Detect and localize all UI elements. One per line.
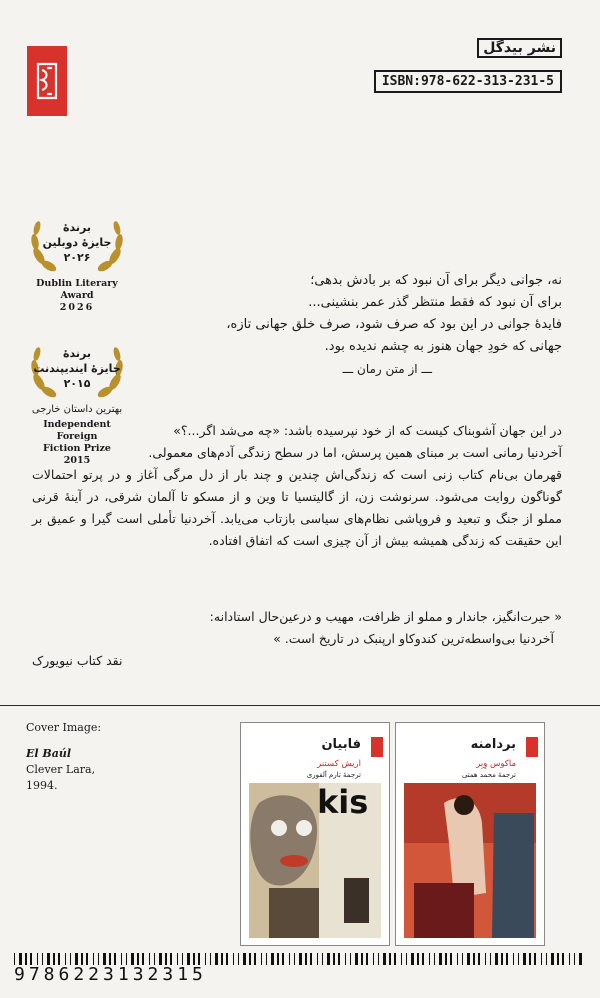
award-title-en: Dublin Literary Award 2026 (36, 278, 118, 313)
divider (0, 705, 600, 706)
review-source: نقد کتاب نیویورک (32, 653, 123, 668)
award-subtitle-fa: بهترین داستان خارجی (31, 404, 123, 415)
publisher-logo (27, 46, 67, 116)
blurb-body: در این جهان آشوبناک کیست که از خود نپرسیده باشد: «چه می‌شد اگر...؟» آخردنیا رمانی است بر مبنای همین پرسش، اما در سطح زندگی آدم‌های معمولی. قهرمان بی‌نام کتاب زنی است که زندگی‌اش چندین و چند بار از دل مرگی آغاز و در پرتو احتمالات گوناگون روایت می‌شود. سرنوشت زن، از گالیتسیا تا وین و از مسکو تا آلمان شرقی، در آینهٔ قرنی مملو از جنگ و تبعید و فروپاشی نظام‌های سیاسی بازتاب می‌یابد. آخردنیا تأملی است گیرا و عمیق بر این حقیقت که زندگی همیشه بیش از آن چیزی است که اتفاق افتاده. (32, 423, 562, 548)
book-thumbnail-bardameh (395, 722, 545, 946)
award-dublin (22, 214, 132, 314)
publisher-mini-logo-icon (371, 737, 383, 757)
publisher-mini-logo-icon (526, 737, 538, 757)
book-translator: ترجمهٔ تارم آلفوری (306, 771, 361, 779)
laurel-wreath-icon: برندهٔ جایزهٔ دوبلین ۲۰۲۶ (27, 214, 127, 274)
book-cover-art (404, 783, 536, 938)
barcode-number: 9786223132315 (14, 964, 207, 985)
publisher-name: نشر بیدگل (362, 40, 562, 64)
epigraph-source: ـــ از متن رمان ـــ (342, 362, 432, 376)
book-title: بردامنه (470, 737, 516, 752)
book-author: اریش کستنر (317, 759, 361, 769)
book-translator: ترجمهٔ محمد همتی (461, 771, 516, 779)
book-cover-art (249, 783, 381, 938)
award-title-en: Independent Foreign Fiction Prize 2015 (43, 419, 111, 466)
book-title: فابیان (321, 737, 361, 752)
publisher-logo-icon (32, 60, 62, 102)
laurel-wreath-icon: برندهٔ جایزهٔ ایندیپندنت ۲۰۱۵ (27, 340, 127, 400)
book-thumbnail-fabian (240, 722, 390, 946)
epigraph: نه، جوانی دیگر برای آن نبود که بر بادش بدهی؛ برای آن نبود که فقط منتظر گذر عمر بنشینی... فایدهٔ جوانی در این بود که صرف شود، صرف خلق جهانی تازه، جهانی که خودِ جهان هنوز به چشم ندیده بود. ـــ از متن رمان ـــ (142, 270, 562, 380)
cover-art-text: kis (317, 783, 369, 821)
book-author: ماکوس وِبِر (476, 759, 516, 769)
review-quote: « حیرت‌انگیز، جاندار و مملو از ظرافت، مهیب و درعین‌حال استادانه: آخردنیا بی‌واسطه‌ترین کندوکاو ارپنبک در تاریخ است. » نقد کتاب نیویورک (32, 606, 562, 672)
isbn-label: ISBN:978-622-313-231-5 (374, 70, 562, 93)
cover-credit: Cover Image: El Baúl Clever Lara, 1994. (26, 721, 102, 792)
